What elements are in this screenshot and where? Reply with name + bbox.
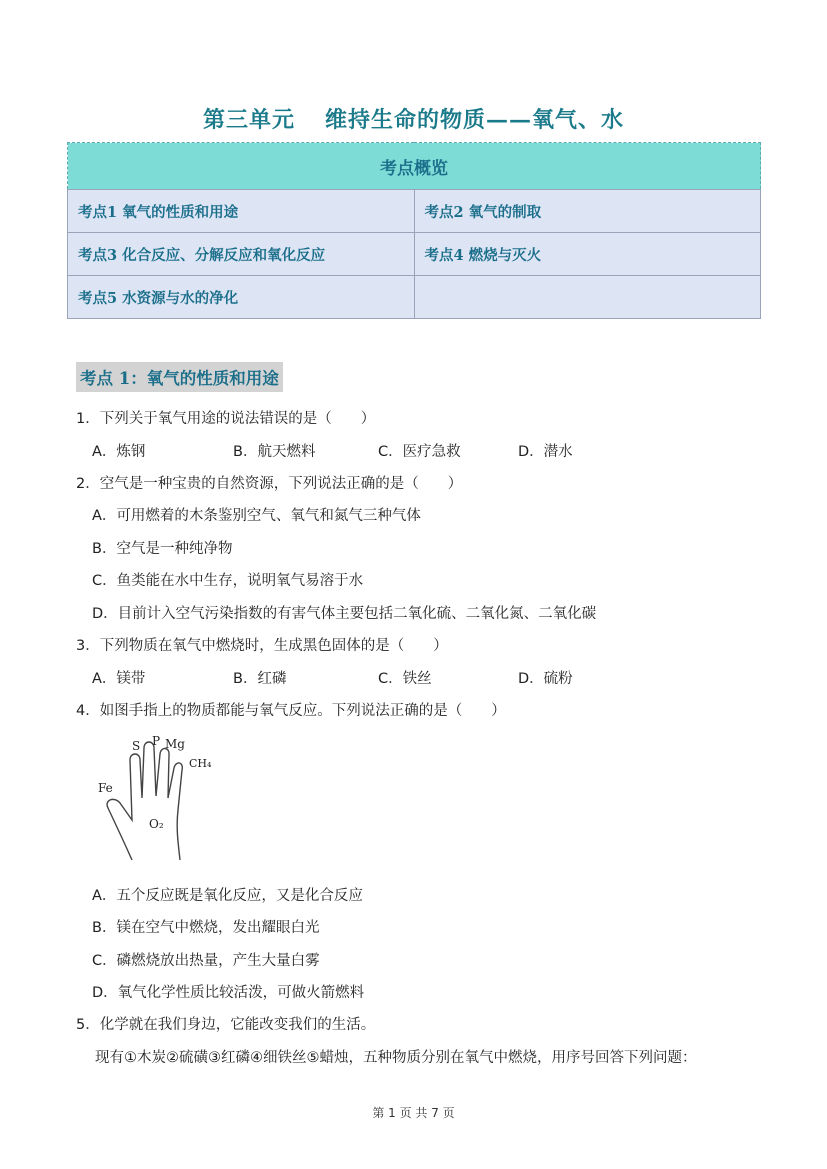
question-3-stem: 3．下列物质在氧气中燃烧时，生成黑色固体的是（ ） [76, 638, 448, 654]
q2-option-d: D．目前计入空气污染指数的有害气体主要包括二氧化硫、二氧化氮、二氧化碳 [92, 606, 597, 622]
figure-label-ch4: CH₄ [189, 757, 212, 770]
hand-figure [94, 730, 229, 870]
hand-outline [107, 742, 182, 860]
q4-option-d: D．氧气化学性质比较活泼，可做火箭燃料 [92, 985, 365, 1001]
overview-empty-cell [414, 276, 761, 319]
question-5-stem: 5．化学就在我们身边，它能改变我们的生活。 [76, 1017, 376, 1033]
question-2-stem: 2．空气是一种宝贵的自然资源，下列说法正确的是（ ） [76, 476, 463, 492]
figure-label-p: P [152, 734, 161, 748]
question-5-context: 现有①木炭②硫磺③红磷④细铁丝⑤蜡烛，五种物质分别在氧气中燃烧，用序号回答下列问题： [95, 1050, 697, 1066]
overview-table [67, 142, 761, 319]
q3-option-d: D．硫粉 [518, 671, 573, 687]
overview-header: 考点概览 [68, 143, 761, 190]
q1-option-a: A．炼钢 [92, 444, 146, 460]
q4-option-b: B．镁在空气中燃烧，发出耀眼白光 [92, 920, 320, 936]
page-title [0, 103, 827, 134]
overview-item-2[interactable]: 考点2 氧气的制取 [414, 190, 761, 233]
q1-option-b: B．航天燃料 [233, 444, 316, 460]
q4-option-a: A．五个反应既是氧化反应，又是化合反应 [92, 888, 363, 904]
overview-item-5[interactable]: 考点5 水资源与水的净化 [68, 276, 415, 319]
q2-option-c: C．鱼类能在水中生存，说明氧气易溶于水 [92, 573, 364, 589]
figure-label-fe: Fe [98, 781, 113, 795]
q3-option-b: B．红磷 [233, 671, 287, 687]
q1-option-d: D．潜水 [518, 444, 573, 460]
section-heading-1: 考点 1：氧气的性质和用途 [76, 362, 283, 392]
title-topic: 维持生命的物质——氧气、水 [325, 107, 625, 133]
page-footer: 第 1 页 共 7 页 [372, 1106, 455, 1120]
q4-option-c: C．磷燃烧放出热量，产生大量白雾 [92, 953, 320, 969]
figure-label-mg: Mg [165, 737, 185, 751]
q2-option-b: B．空气是一种纯净物 [92, 541, 233, 557]
q1-option-c: C．医疗急救 [378, 444, 461, 460]
question-1-stem: 1．下列关于氧气用途的说法错误的是（ ） [76, 411, 376, 427]
title-unit: 第三单元 [202, 107, 295, 133]
q3-option-c: C．铁丝 [378, 671, 432, 687]
overview-item-3[interactable]: 考点3 化合反应、分解反应和氧化反应 [68, 233, 415, 276]
figure-label-o2: O₂ [149, 817, 164, 831]
q3-option-a: A．镁带 [92, 671, 146, 687]
question-4-stem: 4．如图手指上的物质都能与氧气反应。下列说法正确的是（ ） [76, 703, 506, 719]
overview-item-4[interactable]: 考点4 燃烧与灭火 [414, 233, 761, 276]
q2-option-a: A．可用燃着的木条鉴别空气、氧气和氮气三种气体 [92, 508, 421, 524]
overview-item-1[interactable]: 考点1 氧气的性质和用途 [68, 190, 415, 233]
figure-label-s: S [132, 739, 141, 753]
